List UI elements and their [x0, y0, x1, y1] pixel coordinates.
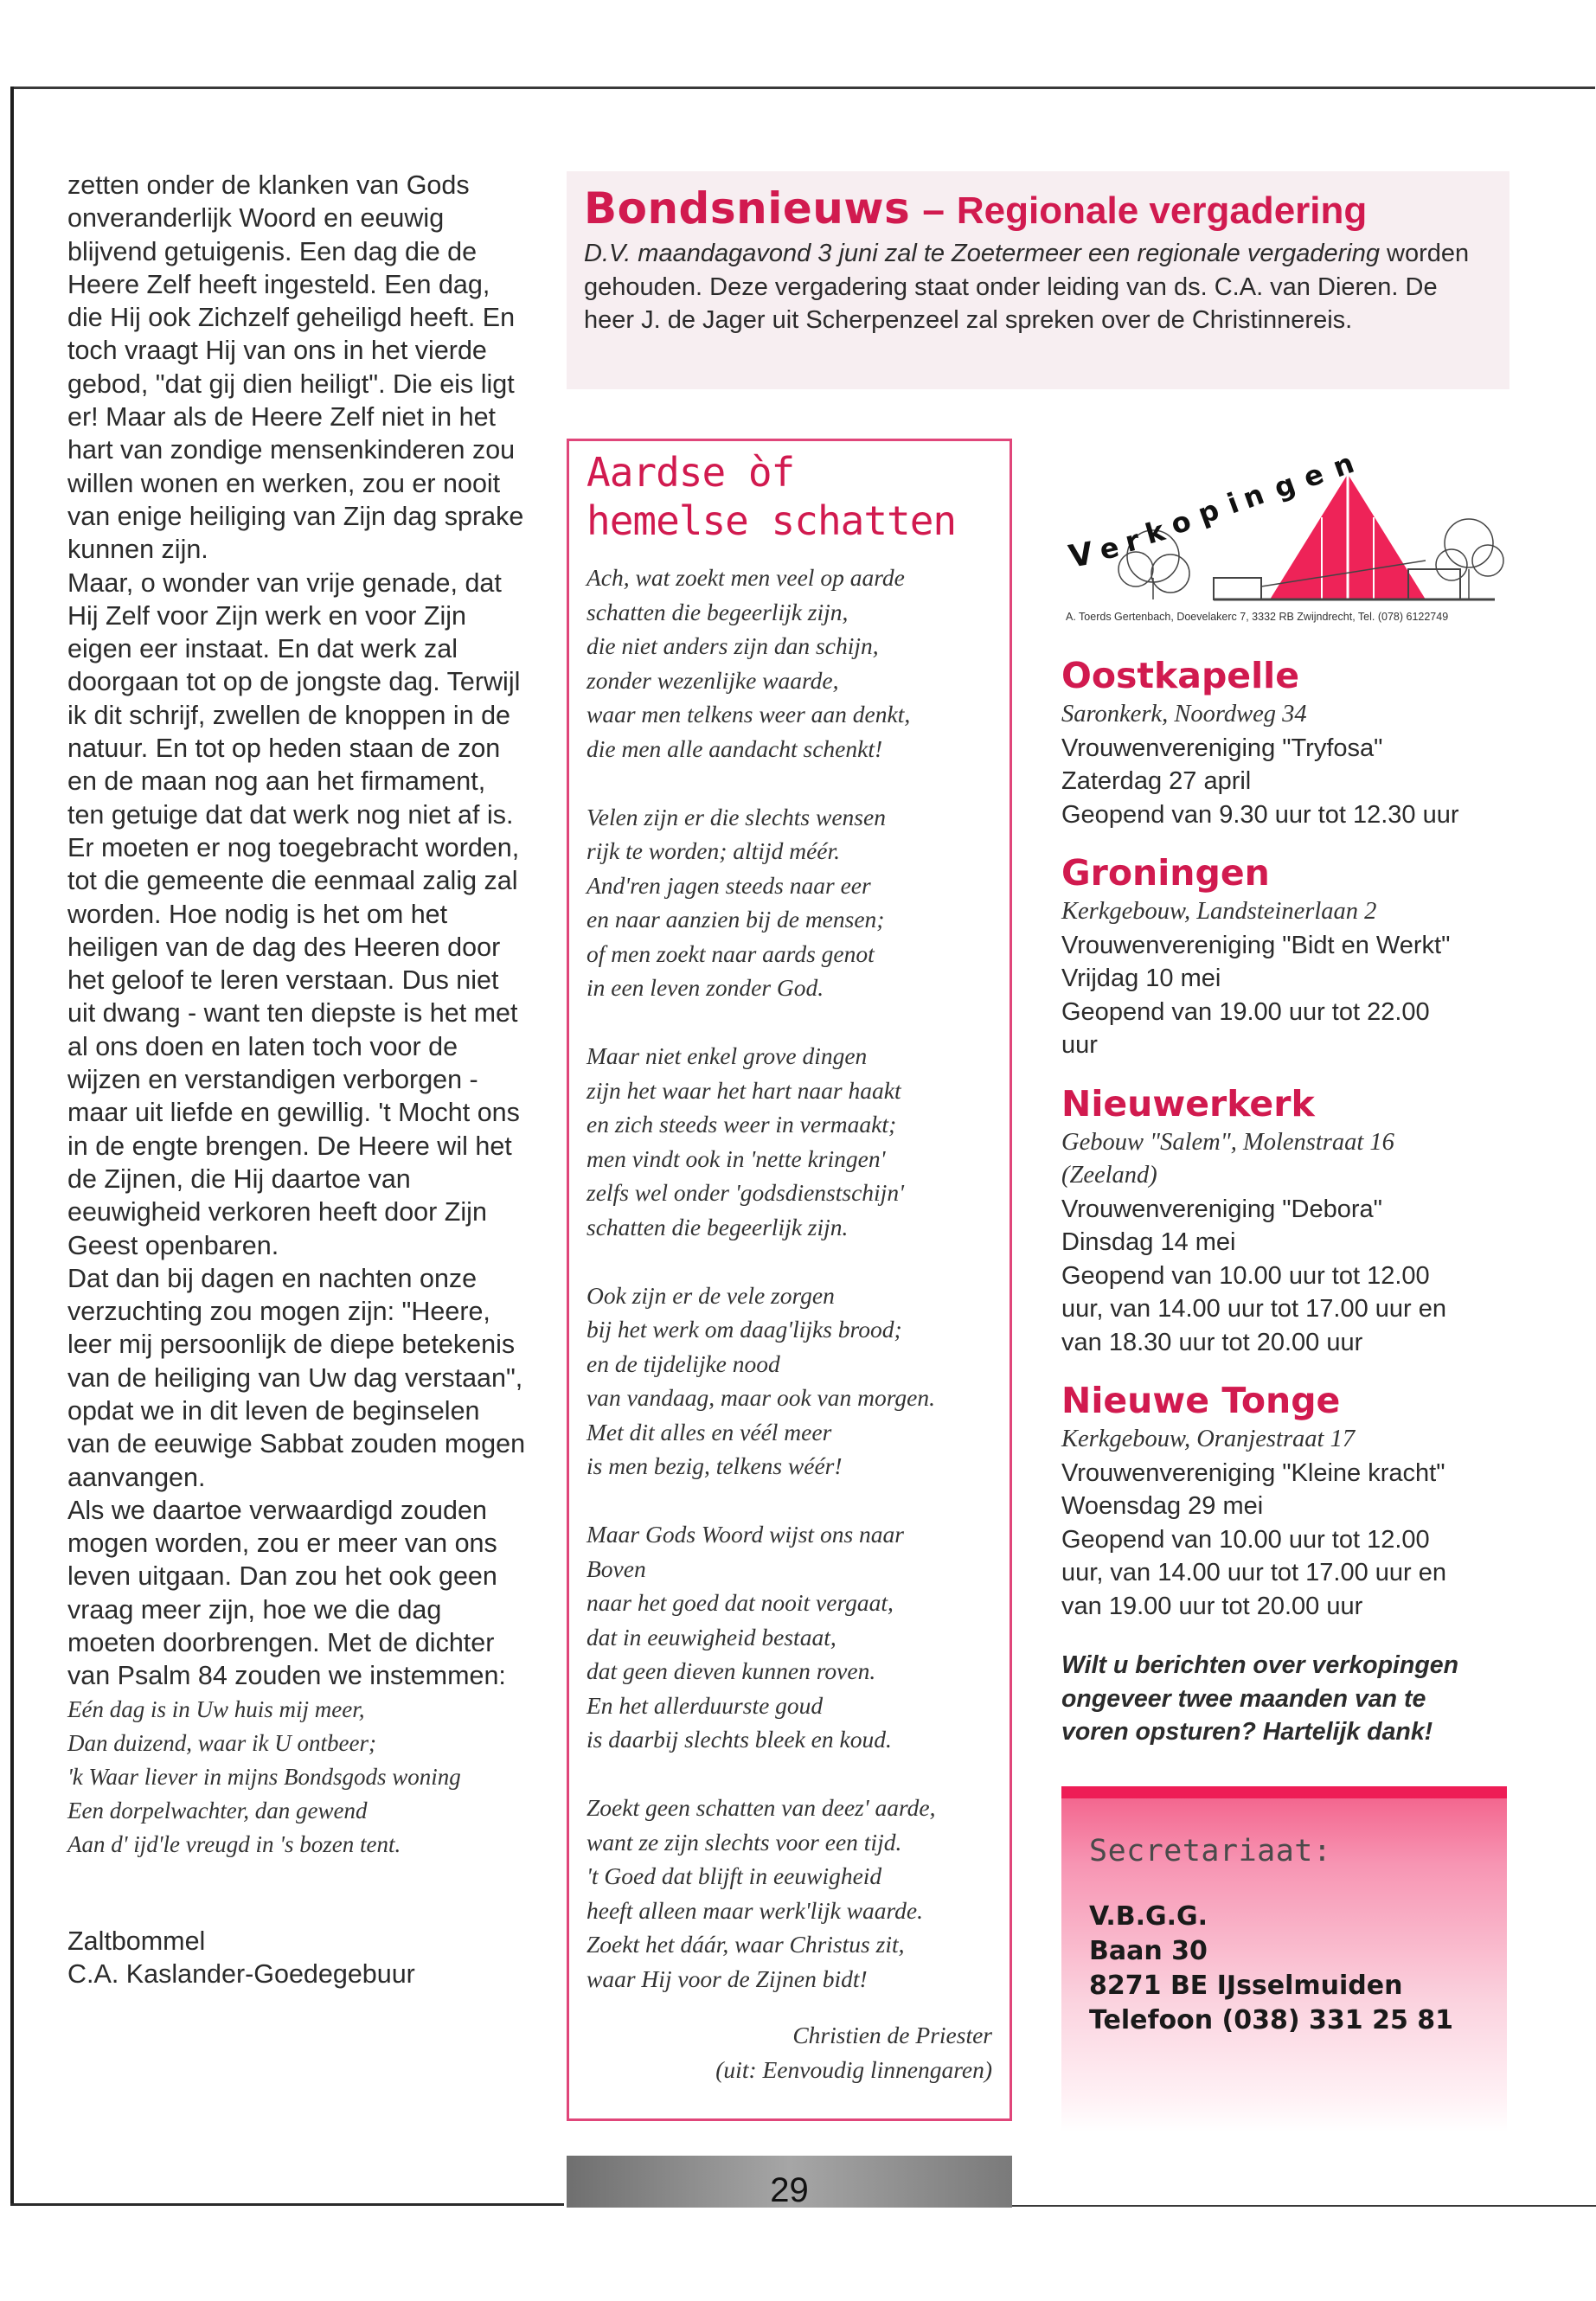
sale-society: Vrouwenvereniging "Tryfosa" [1061, 734, 1383, 762]
svg-text:i: i [1222, 486, 1244, 521]
svg-text:g: g [1269, 466, 1300, 505]
svg-text:e: e [1096, 530, 1122, 567]
sale-venue: Kerkgebouw, Oranjestraat 17 [1061, 1426, 1356, 1452]
svg-text:k: k [1141, 514, 1169, 551]
sale-hours: Geopend van 10.00 uur tot 12.00 uur, van 14.00 uur tot 17.00 uur en van 18.30 uur tot 20.00 uur [1061, 1261, 1446, 1356]
poem-stanza: Ook zijn er de vele zorgen bij het werk om daag'lijks brood; en de tijdelijke nood van vandaag, maar ook van morgen. Met dit alles en véél meer is men bezig, telkens wéér! [586, 1281, 936, 1479]
sale-hours: Geopend van 19.00 uur tot 22.00 uur [1061, 997, 1430, 1059]
bondsnieuws-heading [584, 183, 1492, 234]
page-bottom-rule-right [1012, 2205, 1596, 2207]
poem-stanza: Maar Gods Woord wijst ons naar Boven naar het goed dat nooit vergaat, dat in eeuwigheid bestaat, dat geen dieven kunnen roven. En het allerduurste goud is daarbij slechts bleek en koud. [586, 1521, 904, 1753]
bondsnieuws-title: Bondsnieuws [584, 183, 911, 234]
bondsnieuws-text [584, 237, 1492, 337]
svg-text:e: e [1298, 457, 1329, 495]
poem-stanza: Maar niet enkel grove dingen zijn het waar het hart naar haakt en zich steeds weer in vermaakt; men vindt ook in 'nette kringen' zelfs wel onder 'godsdienstschijn' schatten die begeerlijk zijn. [586, 1042, 904, 1240]
tree-illustration [1436, 519, 1503, 599]
article-paragraph: Als we daartoe verwaardigd zouden mogen worden, zou er meer van ons leven uitgaan. Dan zou het ook geen vraag meer zijn, hoe we die dag moeten doorbrengen. Met de dichter van Psalm 84 zouden we instemmen: [67, 1495, 506, 1691]
article-paragraph: zetten onder de klanken van Gods onveranderlijk Woord en eeuwig blijvend getuigenis. Een dag die de Heere Zelf heeft ingesteld. Een dag, die Hij ook Zichzelf geheiligd heeft. En toch vraagt Hij van ons in het vierde gebod, "dat gij dien heiligt". Die eis ligt er! Maar als de Heere Zelf niet in het hart van zondige mensenkinderen zou willen wonen en werken, zou er nooit van enige heiliging van Zijn dag sprake kunnen zijn. [67, 170, 524, 565]
page-top-rule [12, 87, 1595, 89]
sale-date: Vrijdag 10 mei [1061, 965, 1221, 992]
sale-place: Oostkapelle [1061, 655, 1300, 696]
sale-date: Dinsdag 14 mei [1061, 1228, 1236, 1256]
svg-text:n: n [1238, 478, 1269, 516]
page-number-bar [567, 2156, 1012, 2208]
sales-list [1061, 653, 1529, 1749]
poem-stanza: Ach, wat zoekt men veel op aarde schatten die begeerlijk zijn, die niet anders zijn dan schijn, zonder wezenlijke waarde, waar men telkens weer aan denkt, die men alle aandacht schenkt! [586, 564, 911, 762]
sale-venue: Gebouw "Salem", Molenstraat 16 (Zeeland) [1061, 1128, 1394, 1189]
poem-title: Aardse òf hemelse schatten [586, 449, 957, 544]
sale-venue: Saronkerk, Noordweg 34 [1061, 701, 1307, 727]
svg-text:V: V [1066, 535, 1097, 575]
secretariaat-title: Secretariaat: [1089, 1834, 1332, 1868]
sale-hours: Geopend van 10.00 uur tot 12.00 uur, van 14.00 uur tot 17.00 uur en van 19.00 uur tot 20.00 uur [1061, 1525, 1446, 1620]
sales-note: Wilt u berichten over verkopingen ongeveer twee maanden van te voren opsturen? Hartelijk dank! [1061, 1651, 1458, 1746]
poem-stanza: Velen zijn er die slechts wensen rijk te worden; altijd méér. And'ren jagen steeds naar eer en naar aanzien bij de mensen; of men zoekt naar aards genot in een leven zonder God. [586, 803, 886, 1001]
article-paragraph: Maar, o wonder van vrije genade, dat Hij Zelf voor Zijn werk en voor Zijn eigen eer instaat. En dat werk zal doorgaan tot op de jongste dag. Terwijl ik dit schrijf, zwellen de knoppen in de natuur. En tot op heden staan de zon en de maan nog aan het firmament, ten getuige dat dat werk nog niet af is. Er moeten er nog toegebracht worden, tot die gemeente die eenmaal zalig zal worden. Hoe nodig is het om het heiligen van de dag des Heeren door het geloof te leren verstaan. Dus niet uit dwang - want ten diepste is het met al ons doen en laten toch voor de wijzen en verstandigen verborgen - maar uit liefde en gewillig. 't Mocht ons in de engte brengen. De Heere wil het de Zijnen, die Hij daartoe van eeuwigheid verkoren heeft door Zijn Geest openbaren. [67, 567, 521, 1260]
sale-place: Nieuwe Tonge [1061, 1380, 1341, 1421]
psalm-quote: Eén dag is in Uw huis mij meer, Dan duizend, waar ik U ontbeer; 'k Waar liever in mijns Bondsgods woning Een dorpelwachter, dan gewend Aan d' ijd'le vreugd in 's bozen tent. [67, 1695, 461, 1858]
sale-entry [1061, 1081, 1529, 1360]
svg-text:n: n [1328, 446, 1359, 484]
secretariaat-box [1061, 1786, 1507, 2132]
article-paragraph: Dat dan bij dagen en nachten onze verzuchting zou mogen zijn: "Heere, leer mij persoonlijk de diepe betekenis van de heiliging van Uw dag verstaan", opdat we in dit leven de beginselen van de eeuwige Sabbat zouden mogen aanvangen. [67, 1263, 526, 1492]
svg-text:o: o [1166, 503, 1195, 542]
page-bottom-rule [10, 2203, 564, 2206]
bondsnieuws-text-italic: D.V. maandagavond 3 juni zal te Zoetermeer een regionale vergadering [584, 240, 1380, 267]
bondsnieuws-text-rest: worden gehouden. Deze vergadering staat onder leiding van ds. C.A. van Dieren. De heer J. de Jager uit Scherpenzeel zal spreken over de Christinnereis. [584, 240, 1470, 334]
svg-text:r: r [1121, 523, 1144, 559]
sale-place: Groningen [1061, 852, 1270, 894]
logo-address: A. Toerds Gertenbach, Doevelakerc 7, 3332 RB Zwijndrecht, Tel. (078) 6122749 [1066, 611, 1449, 623]
sale-place: Nieuwerkerk [1061, 1082, 1315, 1125]
secretariaat-address: V.B.G.G. Baan 30 8271 BE IJsselmuiden Telefoon (038) 331 25 81 [1089, 1901, 1454, 2035]
sale-entry [1061, 1378, 1529, 1623]
poem-stanza: Zoekt geen schatten van deez' aarde, want ze zijn slechts voor een tijd. 't Goed dat blijft in eeuwigheid heeft alleen maar werk'lijk waarde. Zoekt het dáár, waar Christus zit, waar Hij voor de Zijnen bidt! [586, 1794, 936, 1992]
sale-date: Zaterdag 27 april [1061, 767, 1252, 795]
page-left-rule [10, 87, 14, 2206]
sale-hours: Geopend van 9.30 uur tot 12.30 uur [1061, 800, 1459, 829]
bondsnieuws-box [567, 171, 1509, 389]
page-number: 29 [770, 2171, 809, 2209]
article-signature: Zaltbommel C.A. Kaslander-Goedegebuur [67, 1926, 415, 1989]
sale-date: Woensdag 29 mei [1061, 1492, 1264, 1520]
verkopingen-logo [1062, 439, 1512, 630]
poem-credit: Christien de Priester (uit: Eenvoudig linnengaren) [715, 2022, 992, 2083]
sale-society: Vrouwenvereniging "Debora" [1061, 1195, 1382, 1223]
sale-venue: Kerkgebouw, Landsteinerlaan 2 [1061, 898, 1377, 925]
bondsnieuws-dash: – [922, 187, 945, 232]
poem-box [567, 439, 1012, 2121]
sale-society: Vrouwenvereniging "Kleine kracht" [1061, 1458, 1445, 1487]
poem-body [586, 561, 1010, 1996]
sale-society: Vrouwenvereniging "Bidt en Werkt" [1061, 931, 1451, 959]
bondsnieuws-subtitle: Regionale vergadering [956, 189, 1368, 232]
sale-entry [1061, 653, 1529, 831]
sale-entry [1061, 850, 1529, 1062]
svg-text:p: p [1193, 492, 1224, 531]
article-column [67, 169, 526, 1990]
